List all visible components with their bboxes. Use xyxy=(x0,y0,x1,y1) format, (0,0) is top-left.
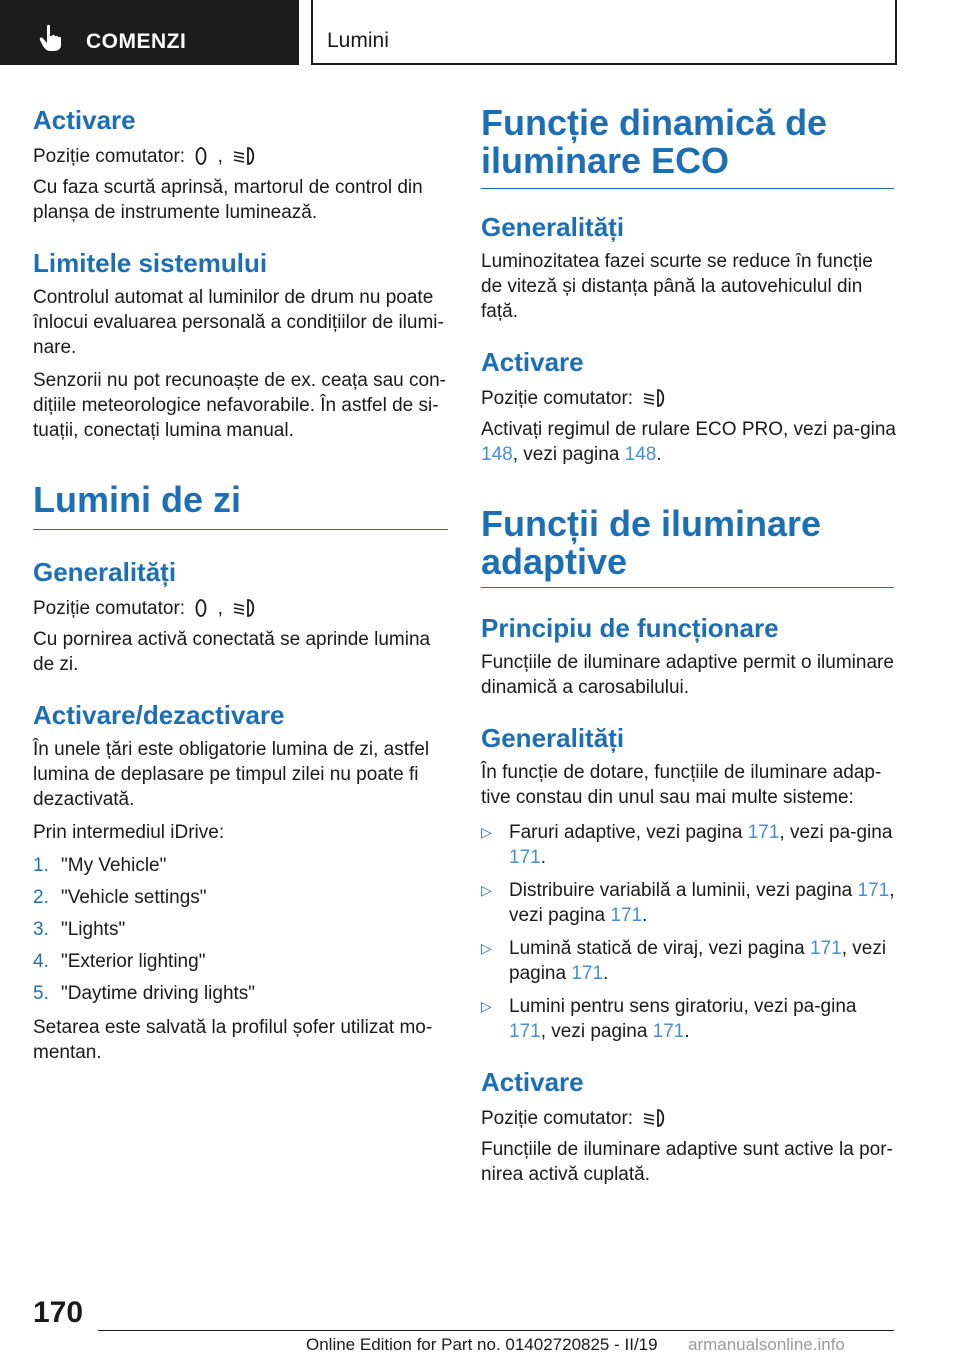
limite-p1: Controlul automat al luminilor de drum nu poate înlocui evaluarea personală a condițiilor de ilumi‐nare. xyxy=(33,287,444,358)
switch-position-line: Poziție comutator: xyxy=(481,1106,896,1131)
triangle-bullet-icon: ▷ xyxy=(481,824,492,840)
idrive-intro: Prin intermediul iDrive: xyxy=(33,822,225,843)
low-beam-icon xyxy=(641,1107,669,1129)
page-link[interactable]: 148 xyxy=(481,444,513,465)
triangle-bullet-icon: ▷ xyxy=(481,998,492,1014)
low-beam-icon xyxy=(231,145,259,167)
pointing-hand-icon xyxy=(38,24,64,52)
page-number: 170 xyxy=(33,1296,84,1329)
page-link[interactable]: 171 xyxy=(509,1021,541,1042)
heading-lumini-de-zi: Lumini de zi xyxy=(33,479,242,520)
setting-saved-text: Setarea este salvată la profilul șofer utilizat mo‐mentan. xyxy=(33,1017,433,1063)
page-link[interactable]: 171 xyxy=(652,1021,685,1042)
list-item: 3. "Lights" xyxy=(33,919,126,940)
page-link[interactable]: 171 xyxy=(810,938,842,959)
page-link[interactable]: 171 xyxy=(509,847,541,868)
chapter-title: Lumini xyxy=(327,29,389,52)
page-link[interactable]: 171 xyxy=(610,905,643,926)
page-link[interactable]: 148 xyxy=(624,444,657,465)
section-tab[interactable] xyxy=(0,0,299,65)
list-item: ▷ Distribuire variabilă a luminii, vezi pagina 171, vezi pagina 171. xyxy=(481,880,895,926)
section-title: COMENZI xyxy=(86,30,187,53)
activare-dezactivare-p1: În unele țări este obligatorie lumina de zi, astfel lumina de deplasare pe timpul zilei nu poate fi dezactivată. xyxy=(33,739,430,810)
auto-light-off-icon xyxy=(193,145,209,167)
list-item: ▷ Lumini pentru sens giratoriu, vezi pa‐gina 171, vezi pagina 171. xyxy=(481,996,857,1042)
triangle-bullet-icon: ▷ xyxy=(481,940,492,956)
eco-activare-text: Activați regimul de rulare ECO PRO, vezi pa‐gina 148, vezi pagina 148. xyxy=(481,419,896,465)
principiu-text: Funcțiile de iluminare adaptive permit o iluminare dinamică a carosabilului. xyxy=(481,652,894,698)
heading-generalitati: Generalități xyxy=(481,212,625,242)
heading-generalitati: Generalități xyxy=(33,557,177,587)
chapter-tab[interactable] xyxy=(311,0,897,65)
low-beam-icon xyxy=(231,597,259,619)
limite-p2: Senzorii nu pot recunoaște de ex. ceața sau con‐dițiile meteorologice nefavorabile. În astfel de si‐tuații, conectați lumina manual. xyxy=(33,370,446,441)
activare-text: Cu faza scurtă aprinsă, martorul de control din planșa de instrumente luminează. xyxy=(33,177,423,223)
heading-eco: Funcție dinamică de iluminare ECO xyxy=(481,102,828,181)
triangle-bullet-icon: ▷ xyxy=(481,882,492,898)
list-item: 5. "Daytime driving lights" xyxy=(33,983,256,1004)
eco-generalitati-text: Luminozitatea fazei scurte se reduce în funcție de viteză și distanța până la autovehiculul din față. xyxy=(481,251,873,322)
heading-principiu: Principiu de funcționare xyxy=(481,613,779,643)
generalitati-text: Cu pornirea activă conectată se aprinde lumina de zi. xyxy=(33,629,431,675)
list-item: 4. "Exterior lighting" xyxy=(33,951,206,972)
heading-generalitati: Generalități xyxy=(481,723,625,753)
adaptive-activare-text: Funcțiile de iluminare adaptive sunt active la por‐nirea activă cuplată. xyxy=(481,1139,893,1185)
page-link[interactable]: 171 xyxy=(571,963,604,984)
edition-text: Online Edition for Part no. 01402720825 - II/19 xyxy=(306,1335,658,1354)
heading-rule xyxy=(481,587,894,588)
list-item: ▷ Faruri adaptive, vezi pagina 171, vezi pa‐gina 171. xyxy=(481,822,893,868)
heading-adaptive: Funcții de iluminare adaptive xyxy=(481,503,822,582)
switch-position-line: Poziție comutator: , xyxy=(33,144,448,169)
heading-activare-dezactivare: Activare/dezactivare xyxy=(33,700,285,730)
heading-activare: Activare xyxy=(481,1067,584,1097)
left-column xyxy=(33,100,448,1065)
heading-rule xyxy=(33,529,448,530)
switch-position-line: Poziție comutator: , xyxy=(33,596,448,621)
heading-activare: Activare xyxy=(33,105,136,135)
auto-light-off-icon xyxy=(193,597,209,619)
adaptive-systems-list xyxy=(481,820,896,1044)
switch-position-line: Poziție comutator: xyxy=(481,386,896,411)
heading-limite: Limitele sistemului xyxy=(33,248,268,278)
footer-rule xyxy=(98,1330,894,1331)
list-item: ▷ Lumină statică de viraj, vezi pagina 171, vezi pagina 171. xyxy=(481,938,887,984)
heading-rule xyxy=(481,188,894,189)
watermark: armanualsonline.info xyxy=(688,1335,845,1354)
right-column xyxy=(481,100,896,1187)
adaptive-generalitati-text: În funcție de dotare, funcțiile de iluminare adap‐tive constau din unul sau mai multe sisteme: xyxy=(481,762,882,808)
list-item: 2. "Vehicle settings" xyxy=(33,887,207,908)
heading-activare: Activare xyxy=(481,347,584,377)
steps-list xyxy=(33,853,448,1013)
low-beam-icon xyxy=(641,387,669,409)
page-link[interactable]: 171 xyxy=(747,822,780,843)
page-link[interactable]: 171 xyxy=(857,880,890,901)
list-item: 1. "My Vehicle" xyxy=(33,855,167,876)
